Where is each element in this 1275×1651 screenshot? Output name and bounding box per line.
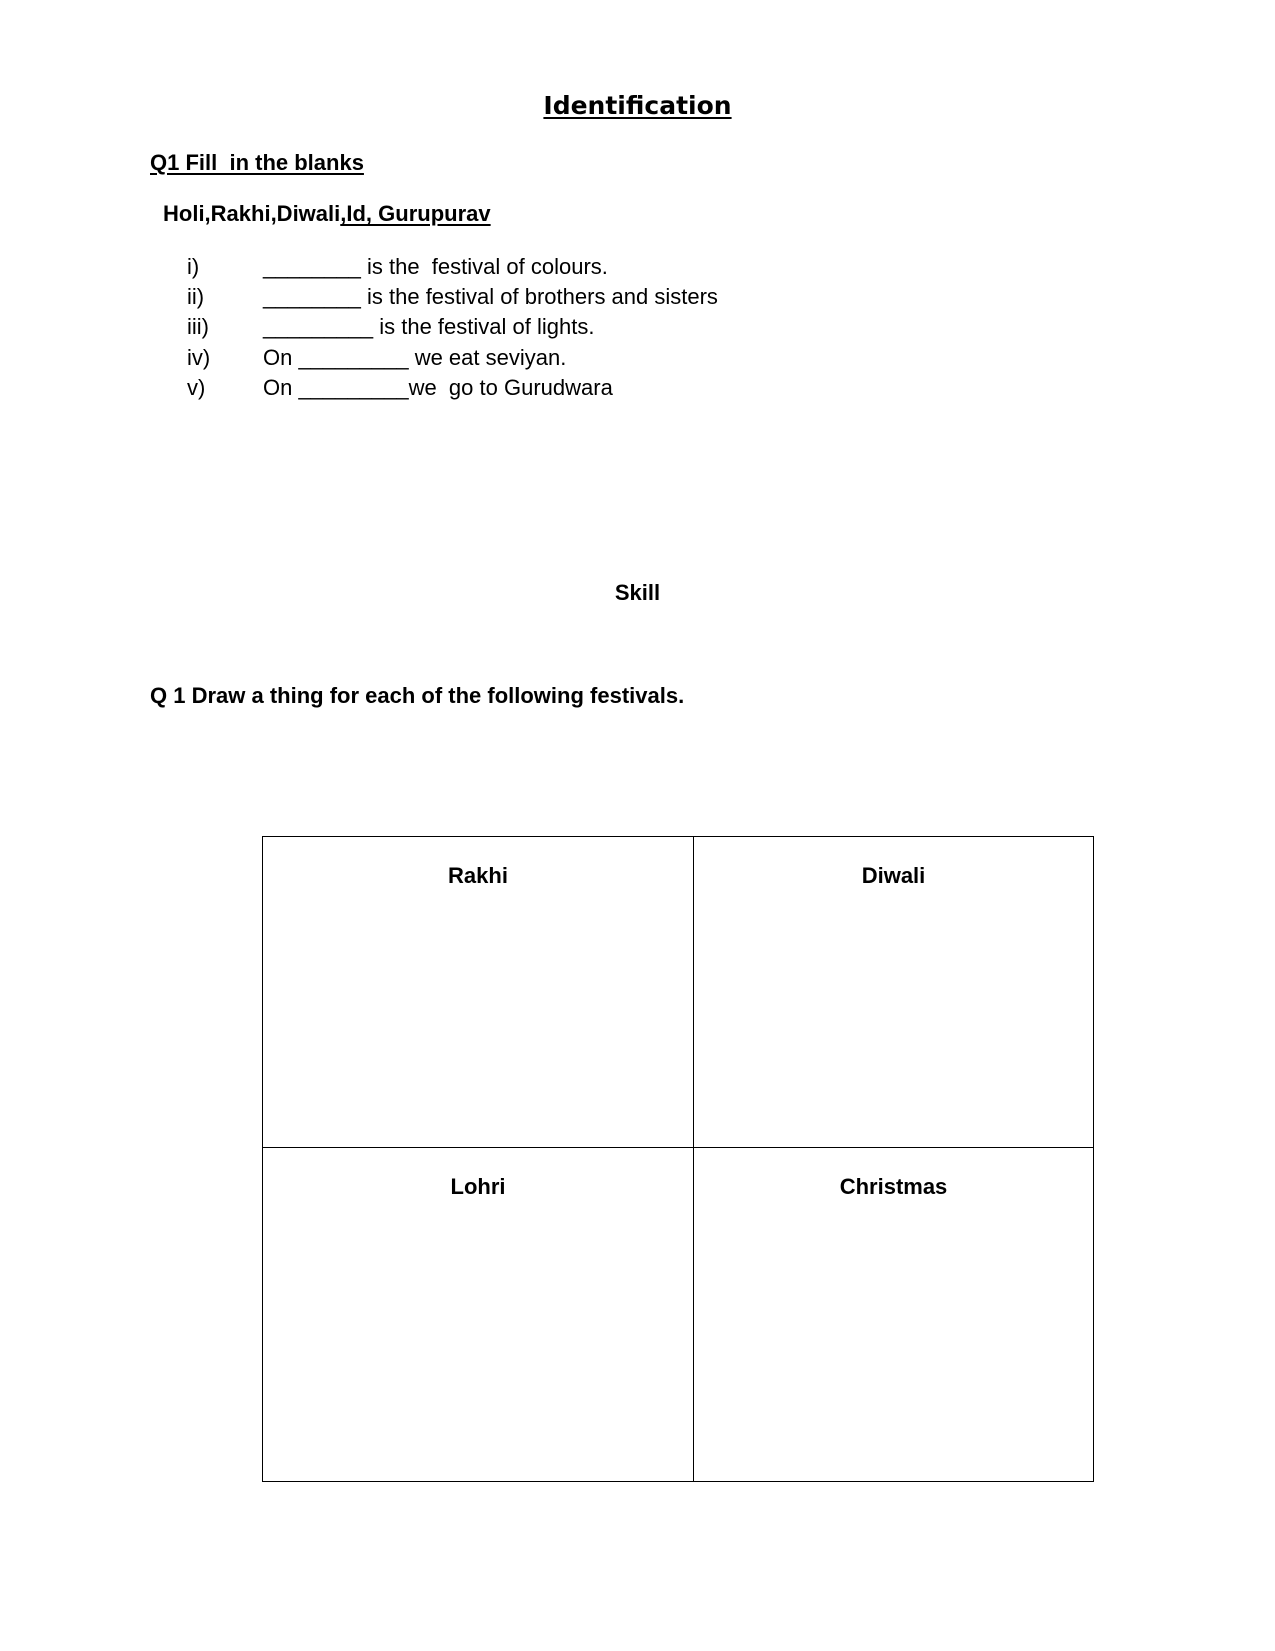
item-number: i)	[187, 254, 200, 279]
draw-question-heading: Q 1 Draw a thing for each of the following festivals.	[150, 683, 685, 708]
drawing-cell-lohri[interactable]	[263, 1148, 693, 1481]
item-number: iv)	[187, 345, 211, 370]
item-sentence: On _________ we eat seviyan.	[263, 345, 567, 370]
drawing-cell-diwali[interactable]	[694, 837, 1093, 1147]
cell-label: Lohri	[450, 1174, 506, 1199]
page-title: Identification	[543, 91, 732, 120]
item-sentence: _________ is the festival of lights.	[263, 314, 595, 339]
drawing-cell-rakhi[interactable]	[263, 837, 693, 1147]
word-bank	[163, 201, 491, 227]
item-sentence: ________ is the festival of brothers and sisters	[263, 284, 718, 309]
item-number: ii)	[187, 284, 205, 309]
item-sentence: ________ is the festival of colours.	[263, 254, 608, 279]
item-number: v)	[187, 375, 206, 400]
item-number: iii)	[187, 314, 209, 339]
cell-label: Rakhi	[448, 863, 508, 888]
fill-blanks-heading: Q1 Fill in the blanks	[150, 150, 364, 175]
drawing-cell-christmas[interactable]	[694, 1148, 1093, 1481]
drawing-grid	[262, 836, 1094, 1482]
cell-label: Christmas	[839, 1174, 948, 1199]
word-bank-plain: Holi,Rakhi,Diwali	[163, 201, 341, 226]
item-sentence: On _________we go to Gurudwara	[263, 375, 613, 400]
word-bank-underlined: ,Id, Gurupurav	[340, 201, 491, 226]
skill-heading: Skill	[614, 580, 661, 605]
cell-label: Diwali	[861, 863, 926, 888]
list-item	[0, 375, 613, 540]
